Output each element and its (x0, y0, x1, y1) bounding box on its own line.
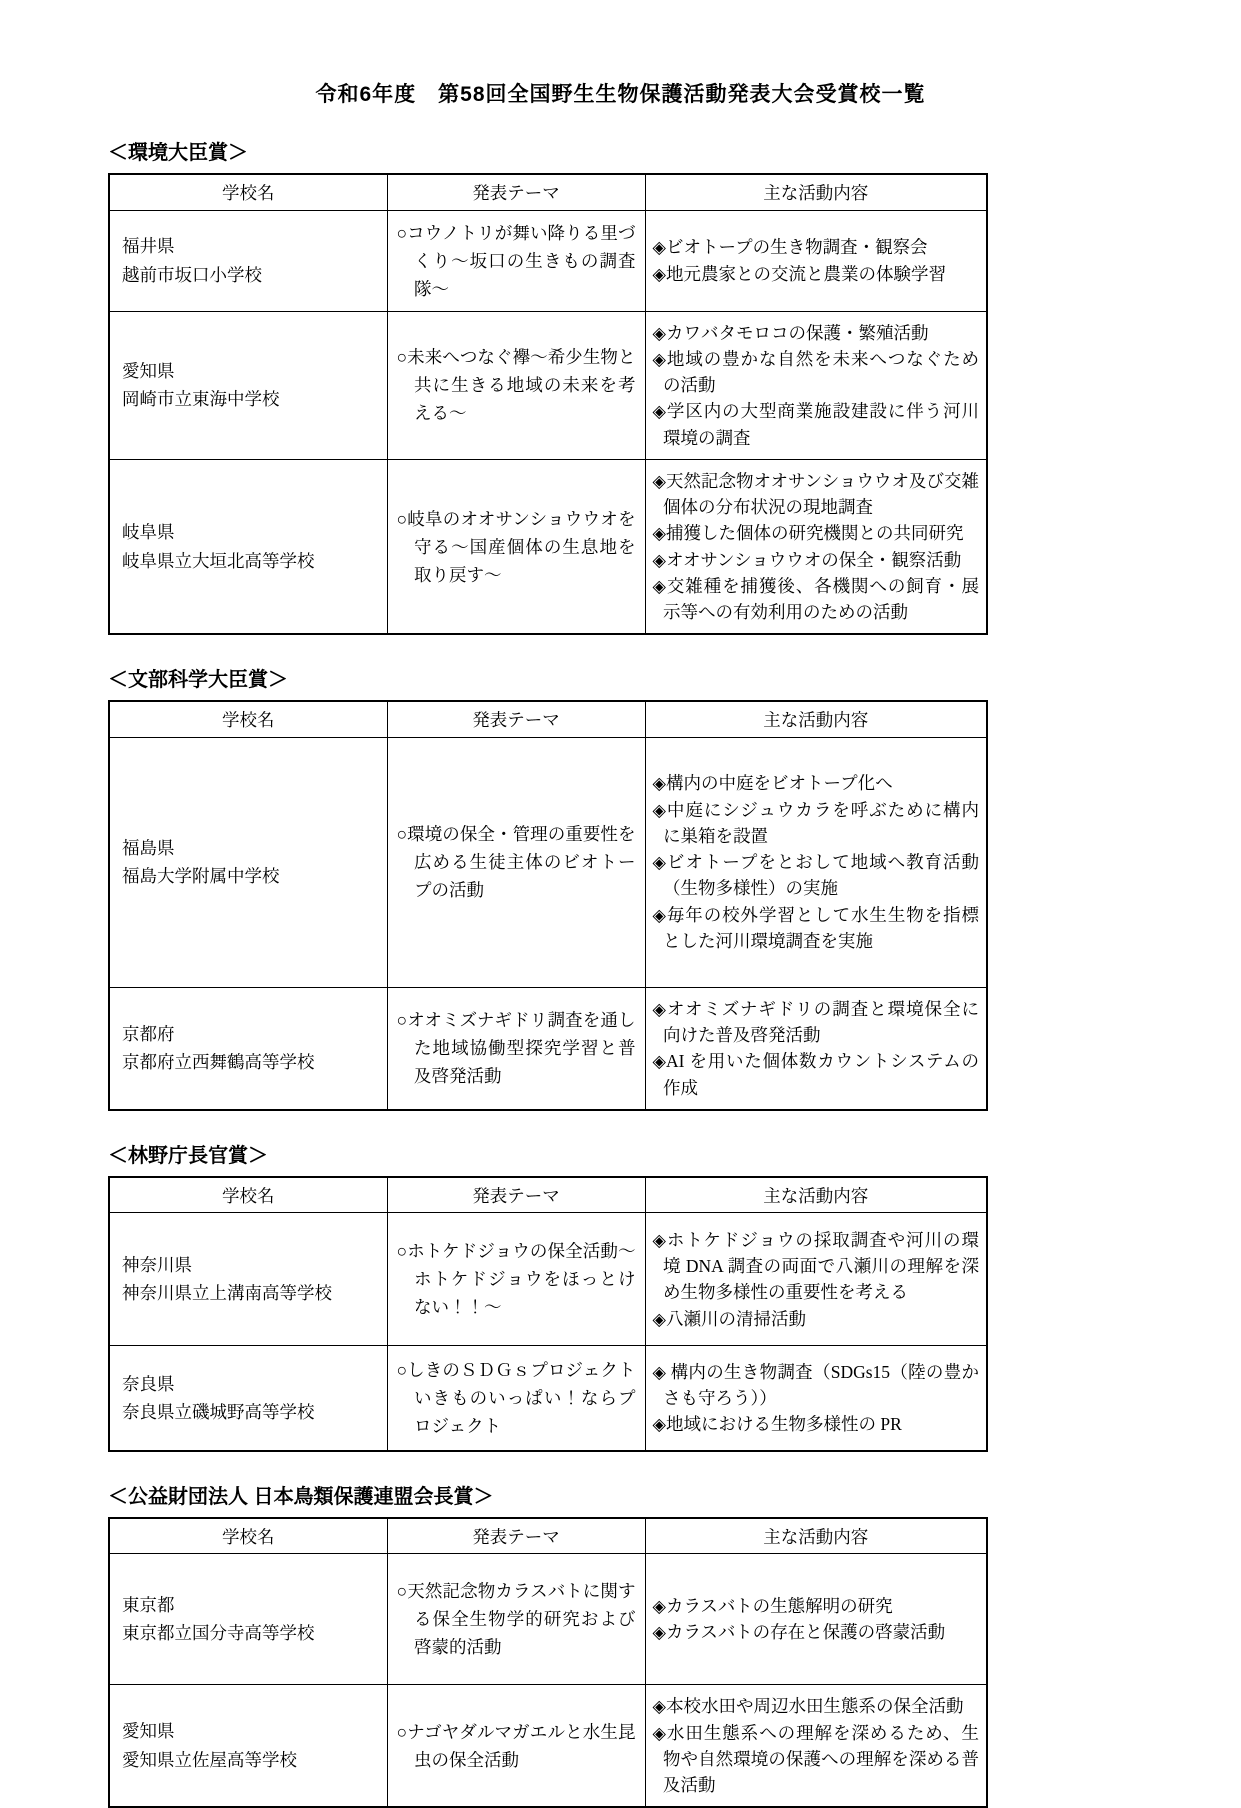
activities-cell (645, 1554, 987, 1685)
school-name: 東京都立国分寺高等学校 (122, 1623, 315, 1644)
activity-item: ◈毎年の校外学習として水生生物を指標とした河川環境調査を実施 (652, 904, 979, 951)
award-heading-environment-minister: ＜環境大臣賞＞ (108, 142, 248, 164)
table-row (109, 1685, 987, 1808)
activity-item: ◈カラスバトの生態解明の研究 (652, 1596, 893, 1616)
activity-item: ◈オオミズナギドリの調査と環境保全に向けた普及啓発活動 (652, 998, 979, 1045)
table-row (109, 210, 987, 311)
theme-text: ○ナゴヤダルマガエルと水生昆虫の保全活動 (396, 1721, 636, 1770)
activity-item: ◈カワバタモロコの保護・繁殖活動 (652, 322, 929, 343)
column-header-school: 学校名 (109, 174, 387, 210)
activity-item: ◈ 構内の生き物調査（SDGs15（陸の豊かさも守ろう）） (652, 1361, 979, 1408)
activity-item: ◈カラスバトの存在と保護の啓蒙活動 (652, 1622, 946, 1643)
award-heading-forestry-agency: ＜林野庁長官賞＞ (108, 1144, 268, 1167)
activity-item: ◈ビオトープの生き物調査・観察会 (652, 237, 928, 258)
activity-item: ◈構内の中庭をビオトープ化へ (652, 773, 893, 794)
theme-text: ○未来へつなぐ襷～希少生物と共に生きる地域の未来を考える～ (396, 347, 636, 424)
school-cell (109, 987, 387, 1110)
awards-table-environment-minister (108, 173, 988, 635)
school-name: 奈良県立磯城野高等学校 (122, 1402, 315, 1422)
theme-cell (387, 1346, 653, 1451)
column-header-theme: 発表テーマ (387, 701, 645, 737)
activity-item: ◈八瀬川の清掃活動 (652, 1308, 806, 1329)
activity-item: ◈中庭にシジュウカラを呼ぶために構内に巣箱を設置 (652, 799, 979, 846)
theme-cell (387, 459, 645, 634)
column-header-theme: 発表テーマ (387, 174, 645, 210)
school-cell (109, 1685, 387, 1808)
table-row (109, 987, 987, 1110)
prefecture-label: 神奈川県 (122, 1254, 192, 1275)
table-header-row (109, 701, 987, 737)
activity-item: ◈ホトケドジョウの採取調査や河川の環境 DNA 調査の両面で八瀬川の理解を深め生物多様性の重要性を考える (652, 1229, 979, 1303)
award-heading-bird-protection-federation: ＜公益財団法人 日本鳥類保護連盟会長賞＞ (108, 1485, 494, 1508)
prefecture-label: 岐阜県 (122, 522, 175, 543)
prefecture-label: 奈良県 (122, 1373, 175, 1394)
activities-cell (645, 1213, 987, 1346)
school-cell (109, 737, 387, 987)
activity-item: ◈地元農家との交流と農業の体験学習 (652, 263, 946, 284)
prefecture-label: 東京都 (122, 1594, 175, 1615)
activity-item: ◈学区内の大型商業施設建設に伴う河川環境の調査 (652, 401, 979, 448)
activity-item: ◈交雑種を捕獲後、各機関への飼育・展示等への有効利用のための活動 (652, 575, 979, 622)
school-cell (109, 1346, 387, 1451)
theme-cell (387, 1213, 645, 1346)
column-header-activities: 主な活動内容 (645, 174, 987, 210)
activity-item: ◈本校水田や周辺水田生態系の保全活動 (652, 1696, 964, 1717)
column-header-activities: 主な活動内容 (645, 701, 987, 737)
table-header-row (109, 1177, 987, 1213)
prefecture-label: 愛知県 (122, 360, 175, 381)
awards-table-education-minister (108, 700, 988, 1111)
school-cell (109, 1554, 387, 1685)
column-header-school: 学校名 (109, 1518, 387, 1554)
prefecture-label: 福井県 (122, 236, 175, 257)
theme-text: ○天然記念物カラスバトに関する保全生物学的研究および啓蒙的活動 (396, 1581, 636, 1658)
school-name: 岐阜県立大垣北高等学校 (122, 550, 315, 571)
activities-cell (645, 1685, 987, 1808)
awards-table-forestry-agency (108, 1176, 988, 1452)
column-header-activities: 主な活動内容 (645, 1177, 987, 1213)
table-row (109, 1554, 987, 1685)
page-title: 令和6年度 第58回全国野生生物保護活動発表大会受賞校一覧 (315, 83, 926, 106)
activities-cell (645, 987, 987, 1110)
table-header-row (109, 174, 987, 210)
theme-cell (387, 987, 645, 1110)
theme-text: ○しきのＳＤＧｓプロジェクト いきものいっぱい！ならプロジェクト (396, 1360, 653, 1436)
table-row (109, 459, 987, 634)
activity-item: ◈ビオトープをとおして地域へ教育活動（生物多様性）の実施 (652, 852, 979, 899)
school-name: 福島大学附属中学校 (122, 866, 280, 887)
activities-cell (645, 210, 987, 311)
theme-text: ○岐阜のオオサンショウウオを守る～国産個体の生息地を取り戻す～ (396, 508, 636, 585)
activities-cell (645, 311, 987, 459)
activities-cell (645, 1346, 987, 1451)
school-name: 京都府立西舞鶴高等学校 (122, 1052, 315, 1073)
school-cell (109, 311, 387, 459)
column-header-school: 学校名 (109, 701, 387, 737)
school-cell (109, 459, 387, 634)
school-cell (109, 1213, 387, 1346)
school-name: 岡崎市立東海中学校 (122, 389, 280, 410)
table-row (109, 311, 987, 459)
prefecture-label: 愛知県 (122, 1721, 175, 1742)
activity-item: ◈オオサンショウウオの保全・観察活動 (652, 549, 962, 570)
school-name: 神奈川県立上溝南高等学校 (122, 1283, 332, 1304)
activities-cell (645, 737, 987, 987)
school-name: 越前市坂口小学校 (122, 264, 262, 285)
theme-text: ○環境の保全・管理の重要性を広める生徒主体のビオトープの活動 (396, 824, 636, 901)
activity-item: ◈捕獲した個体の研究機関との共同研究 (652, 523, 964, 544)
activity-item: ◈天然記念物オオサンショウウオ及び交雑個体の分布状況の現地調査 (652, 470, 979, 517)
activity-item: ◈AI を用いた個体数カウントシステムの作成 (652, 1051, 979, 1098)
column-header-activities: 主な活動内容 (645, 1518, 987, 1554)
school-cell (109, 210, 387, 311)
activity-item: ◈地域における生物多様性の PR (652, 1414, 902, 1435)
table-row (109, 737, 987, 987)
theme-cell (387, 210, 645, 311)
theme-cell (387, 1685, 645, 1808)
theme-cell (387, 311, 645, 459)
theme-text: ○オオミズナギドリ調査を通した地域協働型探究学習と普及啓発活動 (396, 1010, 636, 1087)
theme-cell (387, 737, 645, 987)
theme-cell (387, 1554, 645, 1685)
prefecture-label: 福島県 (122, 837, 175, 858)
table-row (109, 1346, 987, 1451)
theme-text: ○ホトケドジョウの保全活動～ホトケドジョウをほっとけない！！～ (396, 1241, 636, 1318)
column-header-theme: 発表テーマ (387, 1518, 645, 1554)
activities-cell (645, 459, 987, 634)
awards-table-bird-protection-federation (108, 1517, 988, 1808)
table-row (109, 1213, 987, 1346)
column-header-school: 学校名 (109, 1177, 387, 1213)
prefecture-label: 京都府 (122, 1023, 175, 1044)
activity-item: ◈水田生態系への理解を深めるため、生物や自然環境の保護への理解を深める普及活動 (652, 1722, 979, 1795)
theme-text: ○コウノトリが舞い降りる里づくり～坂口の生きもの調査隊～ (396, 222, 636, 299)
activity-item: ◈地域の豊かな自然を未来へつなぐための活動 (652, 348, 979, 395)
award-heading-education-minister: ＜文部科学大臣賞＞ (108, 669, 288, 692)
school-name: 愛知県立佐屋高等学校 (122, 1749, 297, 1770)
table-header-row (109, 1518, 987, 1554)
column-header-theme: 発表テーマ (387, 1177, 645, 1213)
